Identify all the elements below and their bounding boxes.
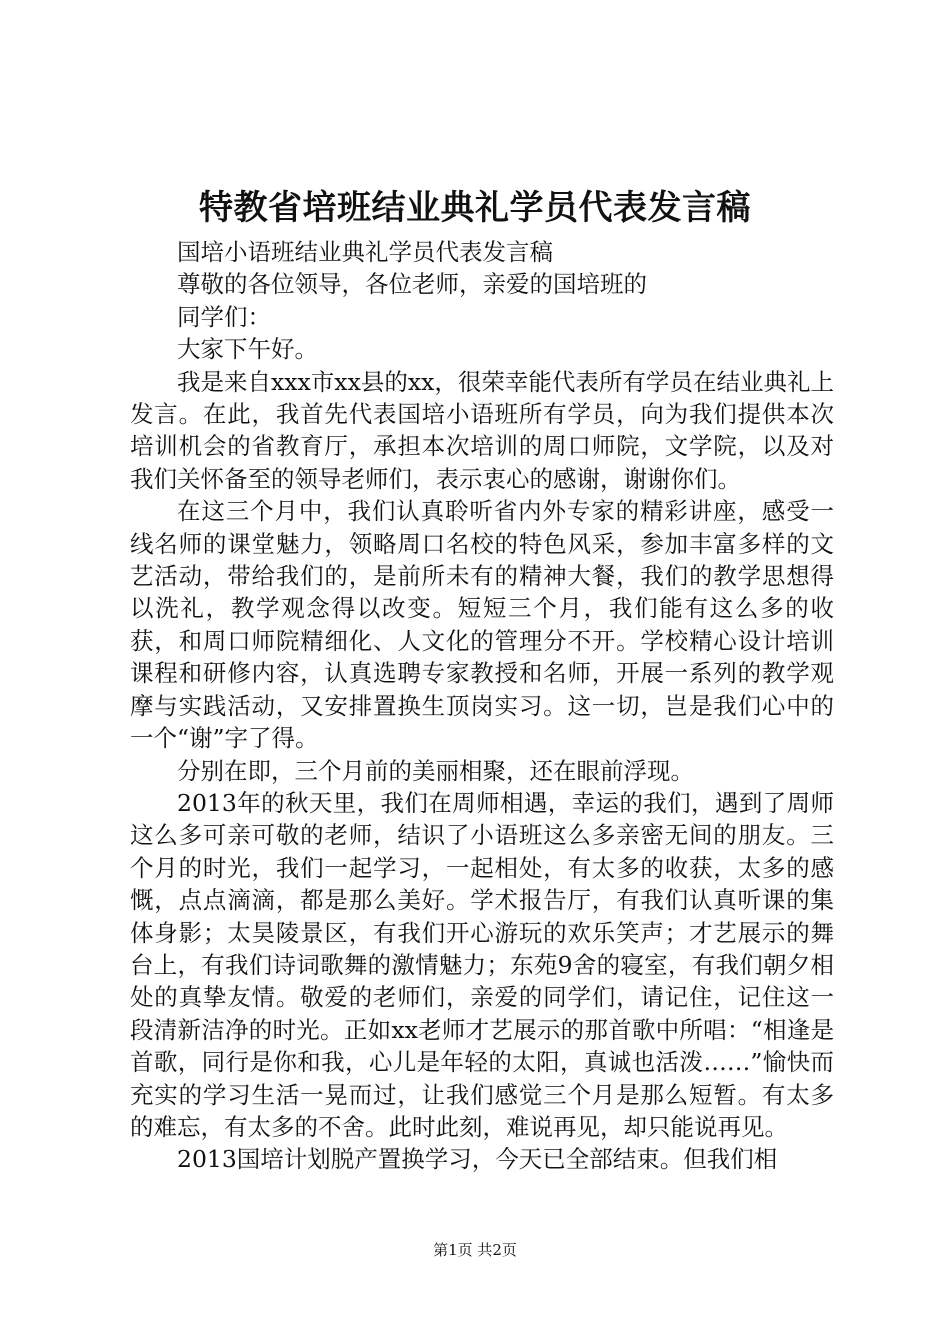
paragraph-training-summary: 在这三个月中，我们认真聆听省内外专家的精彩讲座，感受一线名师的课堂魅力，领略周口名校的特色风采，参加丰富多样的文艺活动，带给我们的，是前所未有的精神大餐，我们的教学思想得以洗礼，教学观念得以改变。短短三个月，我们能有这么多的收获，和周口师院精细化、人文化的管理分不开。学校精心设计培训课程和研修内容，认真选聘专家教授和名师，开展一系列的教学观摩与实践活动，又安排置换生顶岗实习。这一切，岂是我们心中的一个“谢”字了得。	[130, 497, 834, 753]
paragraph-memories: 2013年的秋天里，我们在周师相遇，幸运的我们，遇到了周师这么多可亲可敬的老师，结识了小语班这么多亲密无间的朋友。三个月的时光，我们一起学习，一起相处，有太多的收获，太多的感慨，点点滴滴，都是那么美好。学术报告厅，有我们认真听课的集体身影；太昊陵景区，有我们开心游玩的欢乐笑声；才艺展示的舞台上，有我们诗词歌舞的激情魅力；东苑9舍的寝室，有我们朝夕相处的真挚友情。敬爱的老师们，亲爱的同学们，请记住，记住这一段清新洁净的时光。正如xx老师才艺展示的那首歌中所唱：“相逢是首歌，同行是你和我，心儿是年轻的太阳，真诚也活泼……”愉快而充实的学习生活一晃而过，让我们感觉三个月是那么短暂。有太多的难忘，有太多的不舍。此时此刻，难说再见，却只能说再见。	[130, 788, 834, 1141]
paragraph-greeting: 大家下午好。	[177, 335, 318, 364]
page-number-footer: 第1页 共2页	[433, 1241, 517, 1259]
paragraph-subtitle: 国培小语班结业典礼学员代表发言稿	[177, 238, 553, 266]
paragraph-introduction: 我是来自xxx市xx县的xx，很荣幸能代表所有学员在结业典礼上发言。在此，我首先代表国培小语班所有学员，向为我们提供本次培训机会的省教育厅，承担本次培训的周口师院，文学院，以及对我们关怀备至的领导老师们，表示衷心的感谢，谢谢你们。	[130, 367, 834, 493]
document-title: 特教省培班结业典礼学员代表发言稿	[199, 188, 751, 228]
paragraph-farewell: 分别在即，三个月前的美丽相聚，还在眼前浮现。	[177, 756, 694, 785]
paragraph-salutation-cont: 同学们：	[177, 302, 271, 331]
document-body	[130, 236, 834, 1176]
paragraph-salutation: 尊敬的各位领导，各位老师，亲爱的国培班的	[177, 270, 647, 299]
paragraph-closing: 2013国培计划脱产置换学习，今天已全部结束。但我们相	[177, 1145, 778, 1174]
